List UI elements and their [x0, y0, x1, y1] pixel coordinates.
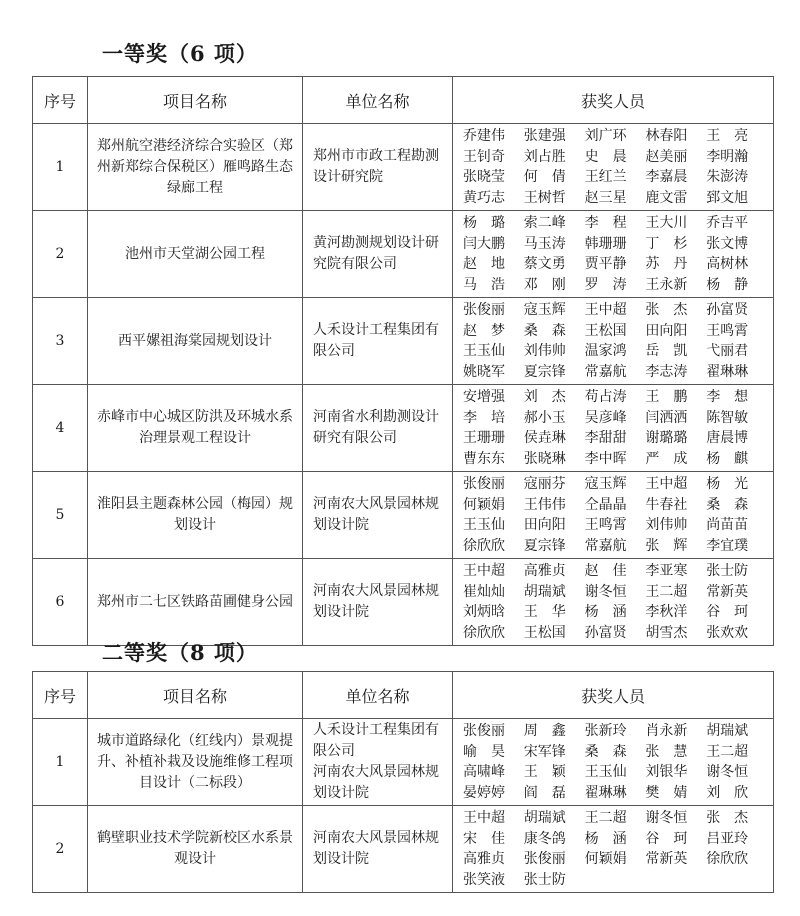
project-name: 郑州航空港经济综合实验区（郑州新郑综合保税区）雁鸣路生态绿廊工程: [88, 124, 303, 211]
person-name: 何 倩: [523, 169, 566, 185]
person-name: 王红兰: [584, 169, 627, 185]
person-name: 王玉仙: [584, 764, 627, 780]
unit-name: 河南农大风景园林规划设计院: [303, 559, 453, 646]
person-name: 马 浩: [463, 276, 505, 293]
table-row: [33, 124, 774, 211]
person-name: 夏宗锋: [523, 363, 566, 380]
person-name: 刘 杰: [523, 389, 566, 405]
table-row: [33, 806, 774, 893]
award-people: [453, 211, 774, 298]
person-name: 王钊奇: [463, 148, 505, 165]
person-name: 寇玉辉: [523, 302, 566, 318]
person-name: 翟琳琳: [706, 363, 749, 380]
person-name: 丁 杉: [645, 235, 688, 252]
person-name: 徐欣欣: [463, 624, 505, 641]
first-prize-table: [32, 76, 774, 646]
unit-name-line: 人禾设计工程集团有限公司: [313, 722, 439, 759]
person-name: 李 培: [463, 409, 505, 426]
person-name: 何颖娟: [584, 851, 627, 867]
person-name: 喻 昊: [463, 743, 505, 760]
project-name: 城市道路绿化（红线内）景观提升、补植补栽及设施维修工程项目设计（二标段）: [88, 719, 303, 806]
row-index: 6: [33, 559, 88, 646]
person-name: 张俊丽: [463, 723, 505, 739]
person-name: 李志涛: [645, 363, 688, 380]
header-idx: 序号: [33, 77, 88, 124]
table-header-row: [33, 77, 774, 124]
person-name: 张 杰: [645, 302, 688, 318]
person-name: 李中晖: [584, 450, 627, 467]
header-people: 获奖人员: [453, 672, 774, 719]
person-name: 鹿文雷: [645, 189, 688, 206]
person-name: 王 颖: [523, 764, 566, 780]
person-name: 宋 佳: [463, 830, 505, 847]
person-name: 乔吉平: [706, 215, 749, 231]
row-index: 1: [33, 719, 88, 806]
award-people: [453, 298, 774, 385]
person-name: 王 鹏: [645, 389, 688, 405]
person-name: 林春阳: [645, 128, 688, 144]
person-name: 安增强: [463, 389, 505, 405]
person-name: 谢冬恒: [706, 764, 749, 780]
person-name: 郝小玉: [523, 409, 566, 426]
person-name: 闫大鹏: [463, 235, 505, 252]
person-name: 王永新: [645, 276, 688, 293]
person-name: 张士防: [523, 871, 566, 888]
person-name: 谢冬恒: [645, 810, 688, 826]
row-index: 3: [33, 298, 88, 385]
person-name: 刘 欣: [706, 784, 749, 801]
person-name: 苟占涛: [584, 389, 627, 405]
header-unit: 单位名称: [303, 672, 453, 719]
second-prize-title: 二等奖（8 项）: [102, 640, 258, 665]
person-name: 樊 婧: [645, 784, 688, 801]
row-index: 4: [33, 385, 88, 472]
person-name: 桑 森: [584, 743, 627, 760]
person-name: 黄巧志: [463, 189, 505, 206]
header-project: 项目名称: [88, 672, 303, 719]
person-name: 刘广环: [584, 128, 627, 144]
person-name: 赵美丽: [645, 148, 688, 165]
award-people: [453, 806, 774, 893]
people-grid: [463, 213, 767, 295]
person-name: 王二超: [584, 810, 627, 826]
person-name: 张新玲: [584, 723, 627, 739]
header-project: 项目名称: [88, 77, 303, 124]
row-index: 2: [33, 211, 88, 298]
person-name: 牛春社: [645, 496, 688, 513]
person-name: 寇玉辉: [584, 476, 627, 492]
person-name: 常新英: [706, 583, 749, 600]
person-name: 张俊丽: [463, 302, 505, 318]
person-name: 常嘉航: [584, 363, 627, 380]
person-name: 张文博: [706, 235, 749, 252]
person-name: 徐欣欣: [706, 851, 749, 867]
person-name: 王中超: [463, 563, 505, 579]
person-name: 罗 涛: [584, 276, 627, 293]
award-people: [453, 559, 774, 646]
person-name: 胡瑞斌: [523, 583, 566, 600]
person-name: 王中超: [463, 810, 505, 826]
person-name: 刘炳晗: [463, 604, 505, 620]
people-grid: [463, 300, 767, 382]
person-name: 高啸峰: [463, 764, 505, 780]
person-name: 晏婷婷: [463, 784, 505, 801]
second-prize-table: [32, 671, 774, 893]
person-name: 张建强: [523, 128, 566, 144]
person-name: 胡雪杰: [645, 624, 688, 641]
person-name: 李明瀚: [706, 148, 749, 165]
row-index: 2: [33, 806, 88, 893]
person-name: 王鸣霄: [706, 322, 749, 339]
person-name: 王松国: [584, 322, 627, 339]
person-name: 弋丽君: [706, 343, 749, 359]
table-row: [33, 385, 774, 472]
person-name: 吕亚玲: [706, 830, 749, 847]
person-name: 张 杰: [706, 810, 749, 826]
person-name: 高雅贞: [523, 563, 566, 579]
table-header-row: [33, 672, 774, 719]
person-name: 仝晶晶: [584, 496, 627, 513]
person-name: 杨 静: [706, 276, 749, 293]
person-name: 李秋洋: [645, 604, 688, 620]
person-name: 王中超: [645, 476, 688, 492]
row-index: 5: [33, 472, 88, 559]
person-name: 苏 丹: [645, 256, 688, 272]
person-name: 杨 璐: [463, 215, 505, 231]
first-prize-title: 一等奖（6 项）: [102, 41, 258, 66]
person-name: 赵 地: [463, 256, 505, 272]
project-name: 池州市天堂湖公园工程: [88, 211, 303, 298]
person-name: 孙富贤: [706, 302, 749, 318]
table-row: [33, 298, 774, 385]
person-name: 温家鸿: [584, 343, 627, 359]
unit-name: [303, 719, 453, 806]
person-name: 李 程: [584, 215, 627, 231]
person-name: 张俊丽: [523, 851, 566, 867]
person-name: 张晓琳: [523, 450, 566, 467]
person-name: 王中超: [584, 302, 627, 318]
person-name: 张晓莹: [463, 169, 505, 185]
person-name: 孙富贤: [584, 624, 627, 641]
person-name: 阎 磊: [523, 784, 566, 801]
person-name: 赵 佳: [584, 563, 627, 579]
person-name: 李甜甜: [584, 430, 627, 446]
people-grid: [463, 387, 767, 469]
award-people: [453, 385, 774, 472]
person-name: 郅文旭: [706, 189, 749, 206]
project-name: 西平嫘祖海棠园规划设计: [88, 298, 303, 385]
person-name: 陈智敏: [706, 409, 749, 426]
person-name: 夏宗锋: [523, 537, 566, 554]
person-name: 刘伟帅: [645, 517, 688, 533]
person-name: 谷 珂: [645, 830, 688, 847]
person-name: 史 晨: [584, 148, 627, 165]
person-name: 王伟伟: [523, 496, 566, 513]
award-people: [453, 124, 774, 211]
person-name: 翟琳琳: [584, 784, 627, 801]
person-name: 王 亮: [706, 128, 749, 144]
person-name: 马玉涛: [523, 235, 566, 252]
person-name: 李嘉晨: [645, 169, 688, 185]
person-name: 张笑液: [463, 871, 505, 888]
person-name: 刘占胜: [523, 148, 566, 165]
person-name: 田向阳: [523, 517, 566, 533]
person-name: 杨 麒: [706, 450, 749, 467]
person-name: 张俊丽: [463, 476, 505, 492]
header-idx: 序号: [33, 672, 88, 719]
person-name: 高雅贞: [463, 851, 505, 867]
person-name: 张 辉: [645, 537, 688, 554]
person-name: 田向阳: [645, 322, 688, 339]
project-name: 淮阳县主题森林公园（梅园）规划设计: [88, 472, 303, 559]
people-grid: [463, 561, 767, 643]
person-name: 谷 珂: [706, 604, 749, 620]
person-name: 桑 森: [706, 496, 749, 513]
person-name: 常嘉航: [584, 537, 627, 554]
project-name: 郑州市二七区铁路苗圃健身公园: [88, 559, 303, 646]
person-name: 刘伟帅: [523, 343, 566, 359]
project-name: 赤峰市中心城区防洪及环城水系治理景观工程设计: [88, 385, 303, 472]
unit-name: 人禾设计工程集团有限公司: [303, 298, 453, 385]
person-name: 索二峰: [523, 215, 566, 231]
person-name: 尚苗苗: [706, 517, 749, 533]
person-name: 赵 梦: [463, 322, 505, 339]
unit-name: 郑州市市政工程勘测设计研究院: [303, 124, 453, 211]
unit-name: 河南农大风景园林规划设计院: [303, 472, 453, 559]
person-name: 侯垚琳: [523, 430, 566, 446]
person-name: 杨 涵: [584, 604, 627, 620]
people-grid: [463, 721, 767, 803]
table-row: [33, 719, 774, 806]
person-name: 张士防: [706, 563, 749, 579]
person-name: 乔建伟: [463, 128, 505, 144]
person-name: 桑 森: [523, 322, 566, 339]
person-name: 王玉仙: [463, 517, 505, 533]
person-name: 贾平静: [584, 256, 627, 272]
person-name: 邓 刚: [523, 276, 566, 293]
person-name: 谢璐璐: [645, 430, 688, 446]
person-name: 曹东东: [463, 450, 505, 467]
people-grid: [463, 474, 767, 556]
person-name: 胡瑞斌: [706, 723, 749, 739]
person-name: 高树林: [706, 256, 749, 272]
person-name: 张欢欢: [706, 624, 749, 641]
person-name: 李亚寒: [645, 563, 688, 579]
person-name: 韩珊珊: [584, 235, 627, 252]
unit-name: 黄河勘测规划设计研究院有限公司: [303, 211, 453, 298]
person-name: 王鸣霄: [584, 517, 627, 533]
unit-name-line: 河南农大风景园林规划设计院: [313, 764, 439, 801]
row-index: 1: [33, 124, 88, 211]
award-people: [453, 719, 774, 806]
person-name: 岳 凯: [645, 343, 688, 359]
person-name: 王珊珊: [463, 430, 505, 446]
person-name: 王二超: [645, 583, 688, 600]
person-name: 肖永新: [645, 723, 688, 739]
person-name: 姚晓军: [463, 363, 505, 380]
person-name: 张 慧: [645, 743, 688, 760]
person-name: 何颖娟: [463, 496, 505, 513]
person-name: 吴彦峰: [584, 409, 627, 426]
person-name: 杨 光: [706, 476, 749, 492]
table-row: [33, 472, 774, 559]
people-grid: [463, 808, 767, 890]
person-name: 王 华: [523, 604, 566, 620]
person-name: 朱澎涛: [706, 169, 749, 185]
person-name: 赵三星: [584, 189, 627, 206]
person-name: 常新英: [645, 851, 688, 867]
person-name: 王二超: [706, 743, 749, 760]
person-name: 刘银华: [645, 764, 688, 780]
person-name: 徐欣欣: [463, 537, 505, 554]
person-name: 谢冬恒: [584, 583, 627, 600]
project-name: 鹤壁职业技术学院新校区水系景观设计: [88, 806, 303, 893]
table-row: [33, 559, 774, 646]
person-name: 胡瑞斌: [523, 810, 566, 826]
person-name: 闫洒洒: [645, 409, 688, 426]
person-name: 王松国: [523, 624, 566, 641]
person-name: 王玉仙: [463, 343, 505, 359]
person-name: 寇丽芬: [523, 476, 566, 492]
unit-name: 河南农大风景园林规划设计院: [303, 806, 453, 893]
unit-name: 河南省水利勘测设计研究有限公司: [303, 385, 453, 472]
person-name: 王大川: [645, 215, 688, 231]
people-grid: [463, 126, 767, 208]
person-name: 严 成: [645, 450, 688, 467]
header-unit: 单位名称: [303, 77, 453, 124]
header-people: 获奖人员: [453, 77, 774, 124]
person-name: 杨 涵: [584, 830, 627, 847]
person-name: 周 鑫: [523, 723, 566, 739]
person-name: 王树哲: [523, 189, 566, 206]
award-people: [453, 472, 774, 559]
person-name: 蔡文勇: [523, 256, 566, 272]
person-name: 宋军锋: [523, 743, 566, 760]
person-name: 唐晨博: [706, 430, 749, 446]
table-row: [33, 211, 774, 298]
person-name: 康冬鸽: [523, 830, 566, 847]
person-name: 李宜璞: [706, 537, 749, 554]
person-name: 崔灿灿: [463, 583, 505, 600]
person-name: 李 想: [706, 389, 749, 405]
